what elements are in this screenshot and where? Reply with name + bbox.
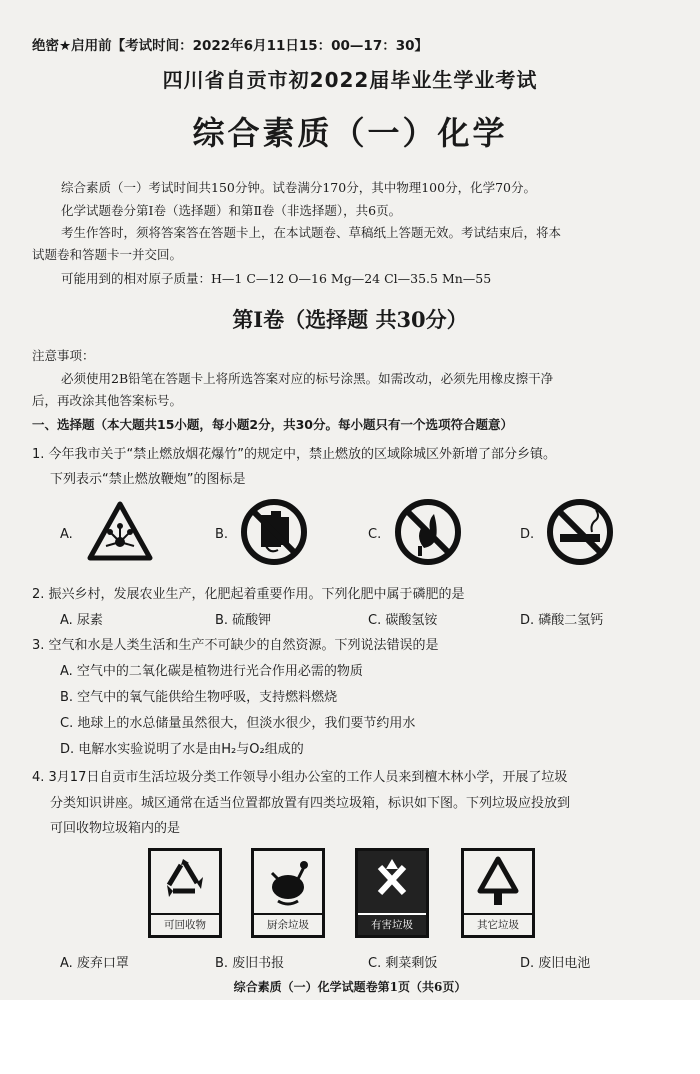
subject-title: 综合素质（一）化学 [192,114,508,152]
q2-option-b: B. 硫酸钾 [215,613,272,628]
hazardous-waste-bin-sign [355,848,429,938]
explosive-warning-icon [86,500,154,564]
section1-title: 第Ⅰ卷（选择题 共30分） [232,307,468,332]
q4-option-d: D. 废旧电池 [520,956,591,971]
q1-stem-b: 下列表示“禁止燃放鞭炮”的图标是 [50,472,246,487]
q3-option-d: D. 电解水实验说明了水是由H₂与O₂组成的 [60,742,304,757]
kitchen-waste-bin-sign [251,848,325,938]
q4-option-a: A. 废弃口罩 [60,956,129,971]
q1-stem-a: 1. 今年我市关于“禁止燃放烟花爆竹”的规定中，禁止燃放的区域除城区外新增了部分乡镇。 [32,447,557,462]
bin-label-other: 其它垃圾 [464,913,532,935]
q1-option-c-label: C. [368,527,382,542]
confidential-line: 绝密★启用前【考试时间：2022年6月11日15：00—17：30】 [32,38,429,54]
q3-option-c: C. 地球上的水总储量虽然很大，但淡水很少，我们要节约用水 [60,716,416,731]
q2-option-a: A. 尿素 [60,613,103,628]
q4-stem-c: 可回收物垃圾箱内的是 [50,821,181,836]
food-waste-icon [254,851,322,913]
q4-option-c: C. 剩菜剩饭 [368,956,438,971]
intro-line-3a: 考生作答时，须将答案答在答题卡上，在本试题卷、草稿纸上答题无效。考试结束后，将本 [61,225,562,240]
q1-option-d-label: D. [520,527,535,542]
hazardous-icon [358,851,426,913]
q4-stem-a: 4. 3月17日自贡市生活垃圾分类工作领导小组办公室的工作人员来到檀木林小学，开展了垃圾 [32,770,568,785]
blank-margin [0,1000,700,1074]
part-heading: 一、选择题（本大题共15小题，每小题2分，共30分。每小题只有一个选项符合题意） [32,417,513,432]
recycle-icon [151,851,219,913]
q2-option-c: C. 碳酸氢铵 [368,613,438,628]
q1-option-a-label: A. [60,527,73,542]
other-waste-icon [464,851,532,913]
intro-line-3b: 试题卷和答题卡一并交回。 [32,247,183,262]
q3-option-b: B. 空气中的氧气能供给生物呼吸，支持燃料燃烧 [60,690,338,705]
atomic-masses: 可能用到的相对原子质量：H—1 C—12 O—16 Mg—24 Cl—35.5 Mn—55 [61,271,492,286]
page-footer: 综合素质（一）化学试题卷第1页（共6页） [233,980,467,994]
bin-label-hazardous: 有害垃圾 [358,913,426,935]
no-open-flame-icon [394,498,462,566]
intro-line-1: 综合素质（一）考试时间共150分钟。试卷满分170分，其中物理100分，化学70分。 [61,180,536,195]
intro-line-2: 化学试题卷分第Ⅰ卷（选择题）和第Ⅱ卷（非选择题），共6页。 [61,203,402,218]
bin-label-kitchen: 厨余垃圾 [254,913,322,935]
notice-text-b: 后，再改涂其他答案标号。 [32,393,183,408]
other-waste-bin-sign [461,848,535,938]
no-smoking-icon [546,498,614,566]
q2-option-d: D. 磷酸二氢钙 [520,613,604,628]
q4-stem-b: 分类知识讲座。城区通常在适当位置都放置有四类垃圾箱，标识如下图。下列垃圾应投放到 [50,796,571,811]
q1-option-b-label: B. [215,527,229,542]
notice-label: 注意事项： [32,348,95,363]
notice-text-a: 必须使用2B铅笔在答题卡上将所选答案对应的标号涂黑。如需改动，必须先用橡皮擦干净 [61,371,554,386]
recyclable-bin-sign [148,848,222,938]
no-firecrackers-icon [240,498,308,566]
q3-option-a: A. 空气中的二氧化碳是植物进行光合作用必需的物质 [60,664,363,679]
exam-title: 四川省自贡市初2022届毕业生学业考试 [162,68,538,92]
bin-label-recyclable: 可回收物 [151,913,219,935]
q3-stem: 3. 空气和水是人类生活和生产不可缺少的自然资源。下列说法错误的是 [32,638,439,653]
q4-option-b: B. 废旧书报 [215,956,285,971]
q2-stem: 2. 振兴乡村，发展农业生产，化肥起着重要作用。下列化肥中属于磷肥的是 [32,587,465,602]
